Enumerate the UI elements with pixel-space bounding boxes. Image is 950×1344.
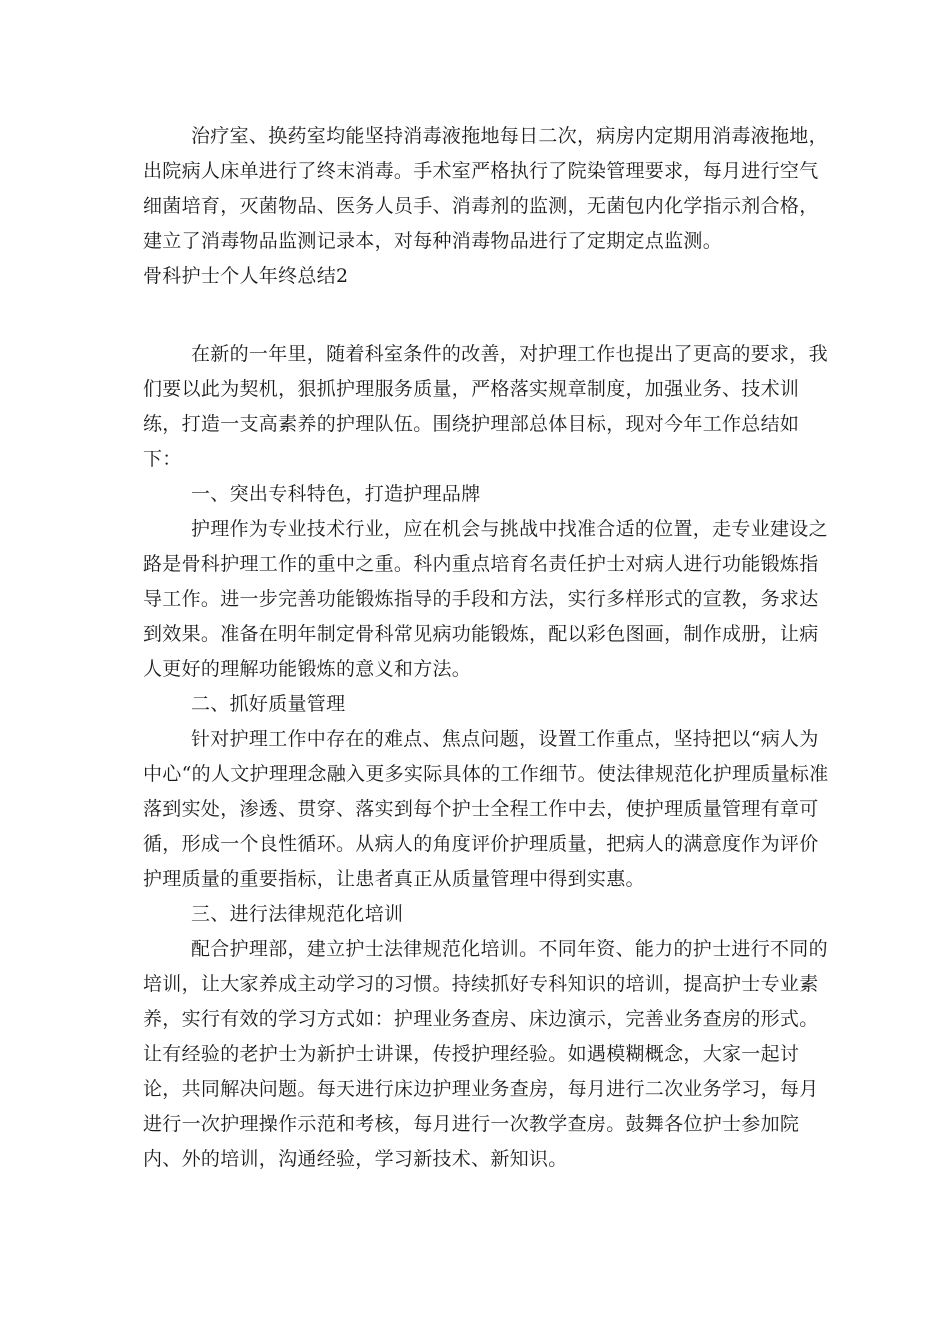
section-2	[143, 337, 833, 1177]
heading-1: 一、突出专科特色，打造护理品牌	[191, 483, 481, 505]
heading-3: 三、进行法律规范化培训	[191, 903, 404, 925]
section-1	[143, 119, 833, 294]
paragraph-2: 针对护理工作中存在的难点、焦点问题，设置工作重点，坚持把以“病人为中心“的人文护理理念融入更多实际具体的工作细节。使法律规范化护理质量标准落到实处，渗透、贯穿、落实到每个护士全程工作中去，使护理质量管理有章可循，形成一个良性循环。从病人的角度评价护理质量，把病人的满意度作为评价护理质量的重要指标，让患者真正从质量管理中得到实惠。	[143, 728, 829, 890]
disinfection-paragraph: 治疗室、换药室均能坚持消毒液拖地每日二次，病房内定期用消毒液拖地，出院病人床单进行了终末消毒。手术室严格执行了院染管理要求，每月进行空气细菌培育，灭菌物品、医务人员手、消毒剂的监测，无菌包内化学指示剂合格，建立了消毒物品监测记录本，对每种消毒物品进行了定期定点监测。	[143, 125, 828, 252]
document-title: 骨科护士个人年终总结2	[143, 265, 349, 287]
heading-2: 二、抓好质量管理	[191, 693, 346, 715]
paragraph-1: 护理作为专业技术行业，应在机会与挑战中找准合适的位置，走专业建设之路是骨科护理工作的重中之重。科内重点培育名责任护士对病人进行功能锻炼指导工作。进一步完善功能锻炼指导的手段和方法，实行多样形式的宣教，务求达到效果。准备在明年制定骨科常见病功能锻炼，配以彩色图画，制作成册，让病人更好的理解功能锻炼的意义和方法。	[143, 518, 828, 680]
paragraph-3: 配合护理部，建立护士法律规范化培训。不同年资、能力的护士进行不同的培训，让大家养成主动学习的习惯。持续抓好专科知识的培训，提高护士专业素养，实行有效的学习方式如：护理业务查房、床边演示，完善业务查房的形式。让有经验的老护士为新护士讲课，传授护理经验。如遇模糊概念，大家一起讨论，共同解决问题。每天进行床边护理业务查房，每月进行二次业务学习，每月进行一次护理操作示范和考核，每月进行一次教学查房。鼓舞各位护士参加院内、外的培训，沟通经验，学习新技术、新知识。	[143, 938, 828, 1170]
intro-paragraph: 在新的一年里，随着科室条件的改善，对护理工作也提出了更高的要求，我们要以此为契机，狠抓护理服务质量，严格落实规章制度，加强业务、技术训练，打造一支高素养的护理队伍。围绕护理部总体目标，现对今年工作总结如下：	[143, 343, 828, 470]
